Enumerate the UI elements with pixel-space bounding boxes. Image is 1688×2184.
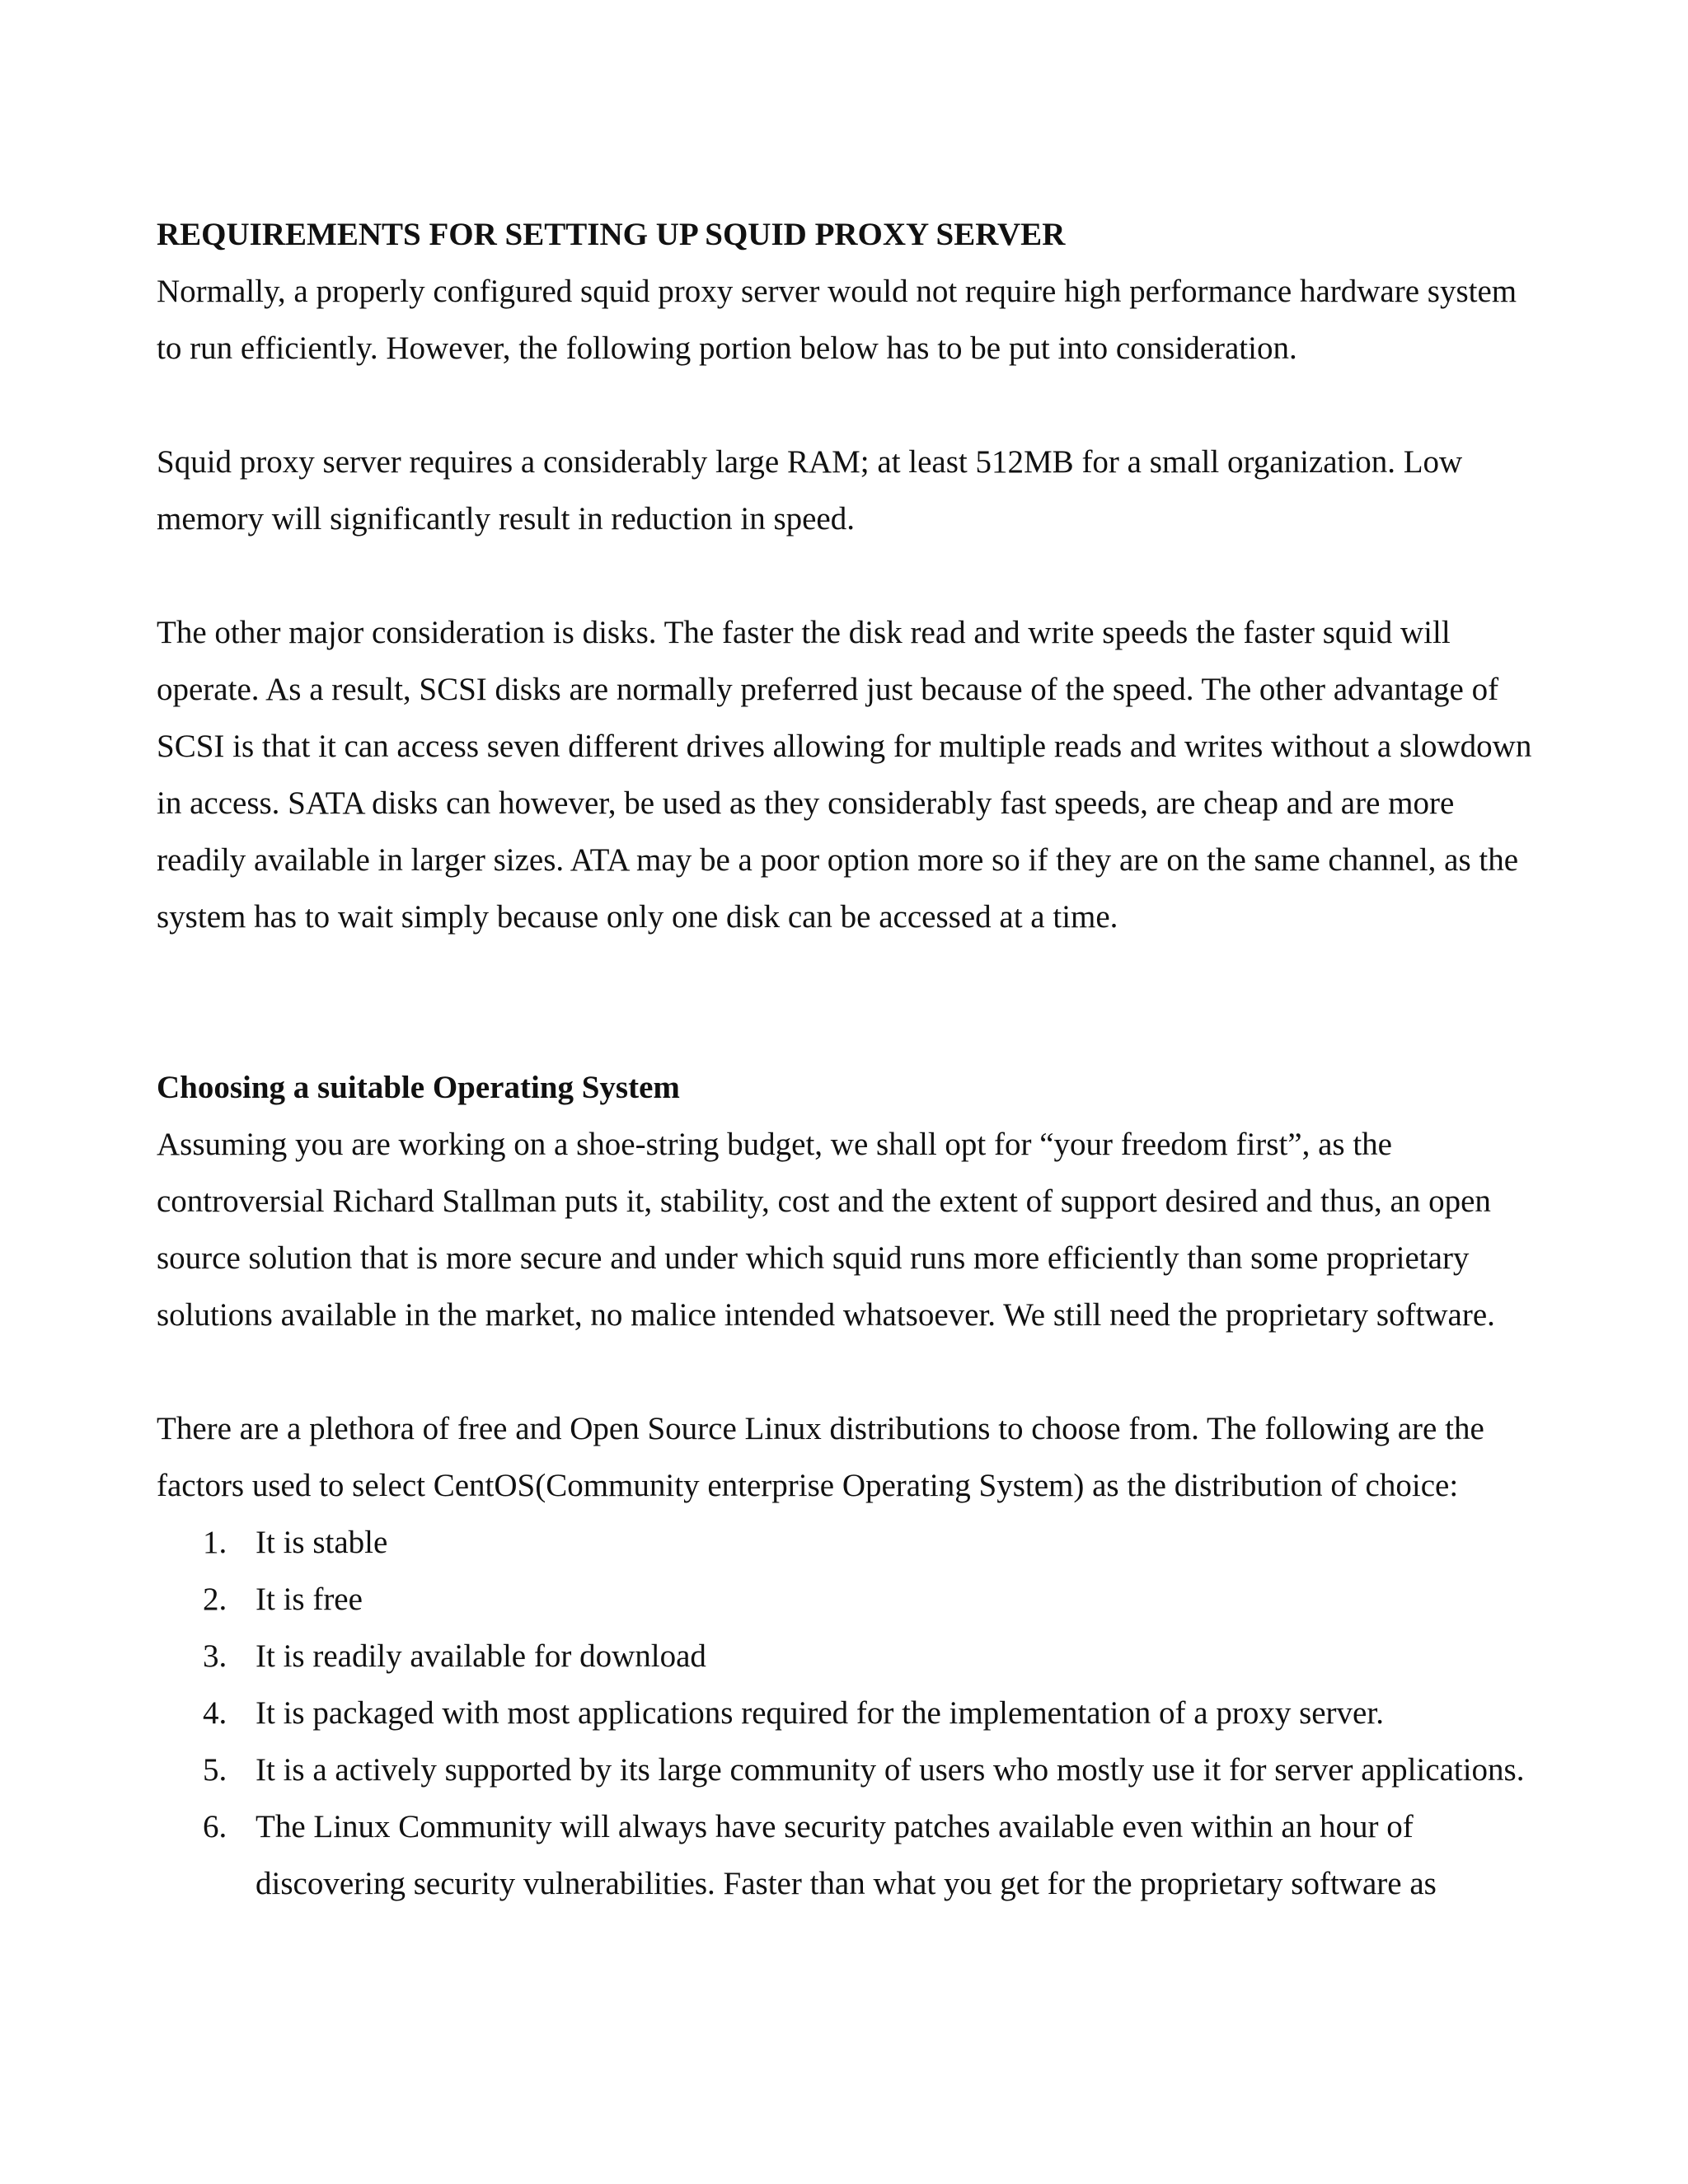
list-item-text: It is readily available for download [256,1638,706,1674]
list-item-number: 3. [203,1638,227,1674]
list-item-text: The Linux Community will always have security patches available even within an hour of discovering security vulnerabilities. Faster than what you get for the proprietary software as [256,1809,1437,1901]
paragraph-ram: Squid proxy server requires a considerably large RAM; at least 512MB for a small organization. Low memory will significantly result in reduction in speed. [157,444,1463,537]
list-item [157,1514,1541,1571]
list-item-number: 4. [203,1695,227,1731]
list-item [157,1628,1541,1685]
list-item [157,1685,1541,1741]
list-item [157,1741,1541,1798]
list-item-number: 2. [203,1582,227,1617]
paragraph-spacer [157,547,1541,604]
list-item-text: It is a actively supported by its large community of users who mostly use it for server applications. [256,1752,1525,1788]
list-item-number: 6. [203,1809,227,1844]
section-heading-operating-system: Choosing a suitable Operating System [157,1070,680,1105]
section-spacer [157,945,1541,1059]
factors-list [157,1514,1541,1912]
paragraph-spacer [157,1343,1541,1400]
paragraph-distributions: There are a plethora of free and Open Source Linux distributions to choose from. The following are the factors used to select CentOS(Community enterprise Operating System) as the distribution of choice: [157,1411,1484,1503]
paragraph-budget: Assuming you are working on a shoe-string budget, we shall opt for “your freedom first”, as the controversial Richard Stallman puts it, stability, cost and the extent of support desired and thus, an open source solution that is more secure and under which squid runs more efficiently than some proprietary solutions available in the market, no malice intended whatsoever. We still need the proprietary software. [157,1127,1495,1333]
section-heading-requirements: REQUIREMENTS FOR SETTING UP SQUID PROXY SERVER [157,217,1066,252]
paragraph-spacer [157,377,1541,434]
list-item-number: 1. [203,1525,227,1560]
list-item [157,1798,1541,1912]
list-item-text: It is stable [256,1525,388,1560]
paragraph-intro: Normally, a properly configured squid proxy server would not require high performance hardware system to run efficiently. However, the following portion below has to be put into consideration. [157,274,1517,366]
list-item-number: 5. [203,1752,227,1788]
list-item [157,1571,1541,1628]
list-item-text: It is free [256,1582,363,1617]
document-body [157,206,1541,1912]
paragraph-disks: The other major consideration is disks. The faster the disk read and write speeds the faster squid will operate. As a result, SCSI disks are normally preferred just because of the speed. The other advantage of SCSI is that it can access seven different drives allowing for multiple reads and writes without a slowdown in access. SATA disks can however, be used as they considerably fast speeds, are cheap and are more readily available in larger sizes. ATA may be a poor option more so if they are on the same channel, as the system has to wait simply because only one disk can be accessed at a time. [157,615,1532,935]
list-item-text: It is packaged with most applications required for the implementation of a proxy server. [256,1695,1384,1731]
